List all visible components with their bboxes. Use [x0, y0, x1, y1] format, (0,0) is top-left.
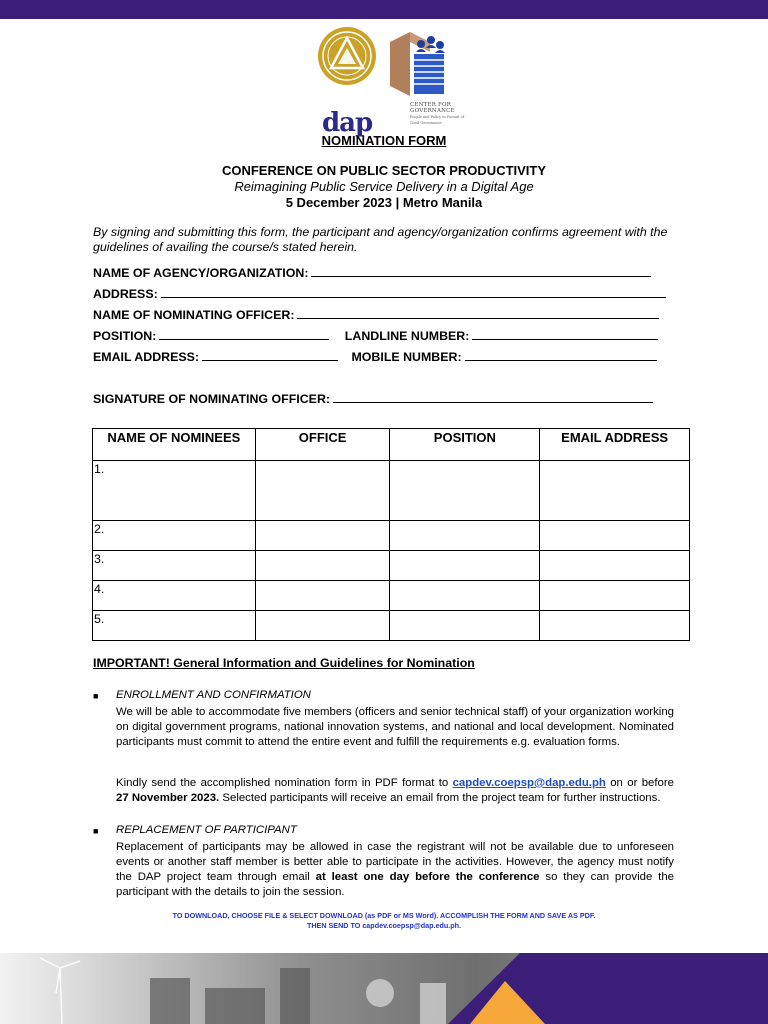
- position-landline-field: [93, 328, 658, 343]
- landline-label: LANDLINE NUMBER:: [344, 329, 470, 343]
- nominating-officer-input-line[interactable]: [297, 307, 659, 319]
- replacement-text-end: so they can provide the participant with the details to join the session.: [116, 871, 674, 898]
- signature-field: [93, 391, 653, 406]
- email-mobile-field: [93, 349, 657, 364]
- conference-subtitle: Reimagining Public Service Delivery in a Digital Age: [234, 179, 534, 194]
- cfg-logo-text: [410, 102, 466, 126]
- footer-banner-art-icon: [0, 953, 768, 1024]
- table-row: [93, 461, 690, 521]
- submission-paragraph: [116, 776, 674, 806]
- form-title: NOMINATION FORM: [321, 133, 447, 148]
- row-number: 3.: [94, 552, 105, 566]
- conference-title: CONFERENCE ON PUBLIC SECTOR PRODUCTIVITY: [221, 163, 547, 178]
- guidelines-heading: IMPORTANT! General Information and Guidelines for Nomination: [93, 656, 475, 670]
- position-label: POSITION:: [93, 329, 157, 343]
- top-banner: [0, 0, 768, 19]
- download-line-2: THEN SEND TO capdev.coepsp@dap.edu.ph.: [306, 921, 462, 930]
- nominee-office-cell[interactable]: [255, 611, 390, 641]
- signature-label: SIGNATURE OF NOMINATING OFFICER:: [93, 392, 331, 406]
- nominee-office-cell[interactable]: [255, 581, 390, 611]
- table-row: [93, 551, 690, 581]
- nominees-table: [92, 428, 690, 641]
- nominee-name-cell[interactable]: [93, 521, 256, 551]
- table-row: [93, 581, 690, 611]
- table-row: [93, 521, 690, 551]
- enrollment-paragraph: We will be able to accommodate five members (officers and senior technical staff) of your organization working on digital government programs, national innovation systems, and national and local development. Nominated participants must commit to attend the entire event and fulfill the requirements e.g. evaluation forms.: [116, 706, 674, 748]
- nominating-officer-field: [93, 307, 659, 322]
- mobile-input-line[interactable]: [465, 349, 657, 361]
- agency-label: NAME OF AGENCY/ORGANIZATION:: [93, 266, 309, 280]
- replacement-paragraph: [116, 840, 674, 900]
- address-input-line[interactable]: [161, 286, 666, 298]
- table-header-row: [93, 429, 690, 461]
- nominee-office-cell[interactable]: [255, 461, 390, 521]
- download-instructions: [0, 911, 768, 931]
- nominee-position-cell[interactable]: [390, 461, 540, 521]
- row-number: 4.: [94, 582, 105, 596]
- row-number: 5.: [94, 612, 105, 626]
- table-row: [93, 611, 690, 641]
- submission-text-middle: on or before: [605, 777, 674, 789]
- dap-emblem-icon: [313, 26, 381, 116]
- nominee-position-cell[interactable]: [390, 551, 540, 581]
- submission-text-start: Kindly send the accomplished nomination form in PDF format to: [116, 777, 453, 789]
- dap-logo-text: dap: [322, 108, 373, 138]
- header-office: OFFICE: [255, 429, 390, 461]
- email-input-line[interactable]: [202, 349, 338, 361]
- nominee-office-cell[interactable]: [255, 551, 390, 581]
- address-field: [93, 286, 666, 301]
- header-position: POSITION: [390, 429, 540, 461]
- agency-input-line[interactable]: [311, 265, 651, 277]
- submission-deadline: 27 November 2023.: [116, 792, 220, 804]
- landline-input-line[interactable]: [472, 328, 658, 340]
- nominee-email-cell[interactable]: [540, 581, 690, 611]
- nominee-name-cell[interactable]: [93, 551, 256, 581]
- signature-input-line[interactable]: [333, 391, 653, 403]
- agreement-statement: By signing and submitting this form, the participant and agency/organization confirms agreement with the guidelines of availing the course/s stated herein.: [93, 225, 668, 254]
- replacement-deadline: at least one day before the conference: [315, 871, 540, 883]
- bullet-icon: ■: [93, 826, 99, 836]
- position-input-line[interactable]: [159, 328, 329, 340]
- nominee-name-cell[interactable]: [93, 611, 256, 641]
- footer-banner: [0, 953, 768, 1024]
- header-logos: [0, 26, 768, 138]
- center-for-governance-logo-icon: [386, 28, 448, 110]
- cfg-logo-line1: CENTER FOR GOVERNANCE: [410, 102, 455, 114]
- nominating-officer-label: NAME OF NOMINATING OFFICER:: [93, 308, 295, 322]
- download-line-1: TO DOWNLOAD, CHOOSE FILE & SELECT DOWNLOAD (as PDF or MS Word). ACCOMPLISH THE FORM AND SAVE AS PDF.: [172, 911, 596, 920]
- nominee-email-cell[interactable]: [540, 611, 690, 641]
- address-label: ADDRESS:: [93, 287, 158, 301]
- enrollment-heading: ENROLLMENT AND CONFIRMATION: [116, 689, 311, 701]
- email-label: EMAIL ADDRESS:: [93, 350, 200, 364]
- nominee-name-cell[interactable]: [93, 461, 256, 521]
- nominee-position-cell[interactable]: [390, 581, 540, 611]
- cfg-logo-line2: People and Policy in Pursuit of Good Governance: [410, 115, 465, 125]
- nominee-email-cell[interactable]: [540, 521, 690, 551]
- replacement-text-start: Replacement of participants may be allowed in case the registrant will not be available due to unforeseen events or another staff member is better able to participate in the activities. However, the agency must notify the DAP project team through email: [116, 841, 674, 883]
- nominee-position-cell[interactable]: [390, 611, 540, 641]
- header-name-of-nominees: NAME OF NOMINEES: [93, 429, 256, 461]
- nominee-email-cell[interactable]: [540, 551, 690, 581]
- submission-text-end: Selected participants will receive an email from the project team for further instructions.: [219, 792, 661, 804]
- bullet-icon: ■: [93, 691, 99, 701]
- row-number: 1.: [94, 462, 105, 476]
- nominee-position-cell[interactable]: [390, 521, 540, 551]
- header-email-address: EMAIL ADDRESS: [540, 429, 690, 461]
- row-number: 2.: [94, 522, 105, 536]
- nominee-office-cell[interactable]: [255, 521, 390, 551]
- nominee-name-cell[interactable]: [93, 581, 256, 611]
- agency-field: [93, 265, 651, 280]
- nominee-email-cell[interactable]: [540, 461, 690, 521]
- mobile-label: MOBILE NUMBER:: [351, 350, 462, 364]
- conference-date-location: 5 December 2023 | Metro Manila: [285, 195, 483, 210]
- submission-email-link[interactable]: capdev.coepsp@dap.edu.ph: [452, 777, 606, 789]
- replacement-heading: REPLACEMENT OF PARTICIPANT: [116, 824, 297, 836]
